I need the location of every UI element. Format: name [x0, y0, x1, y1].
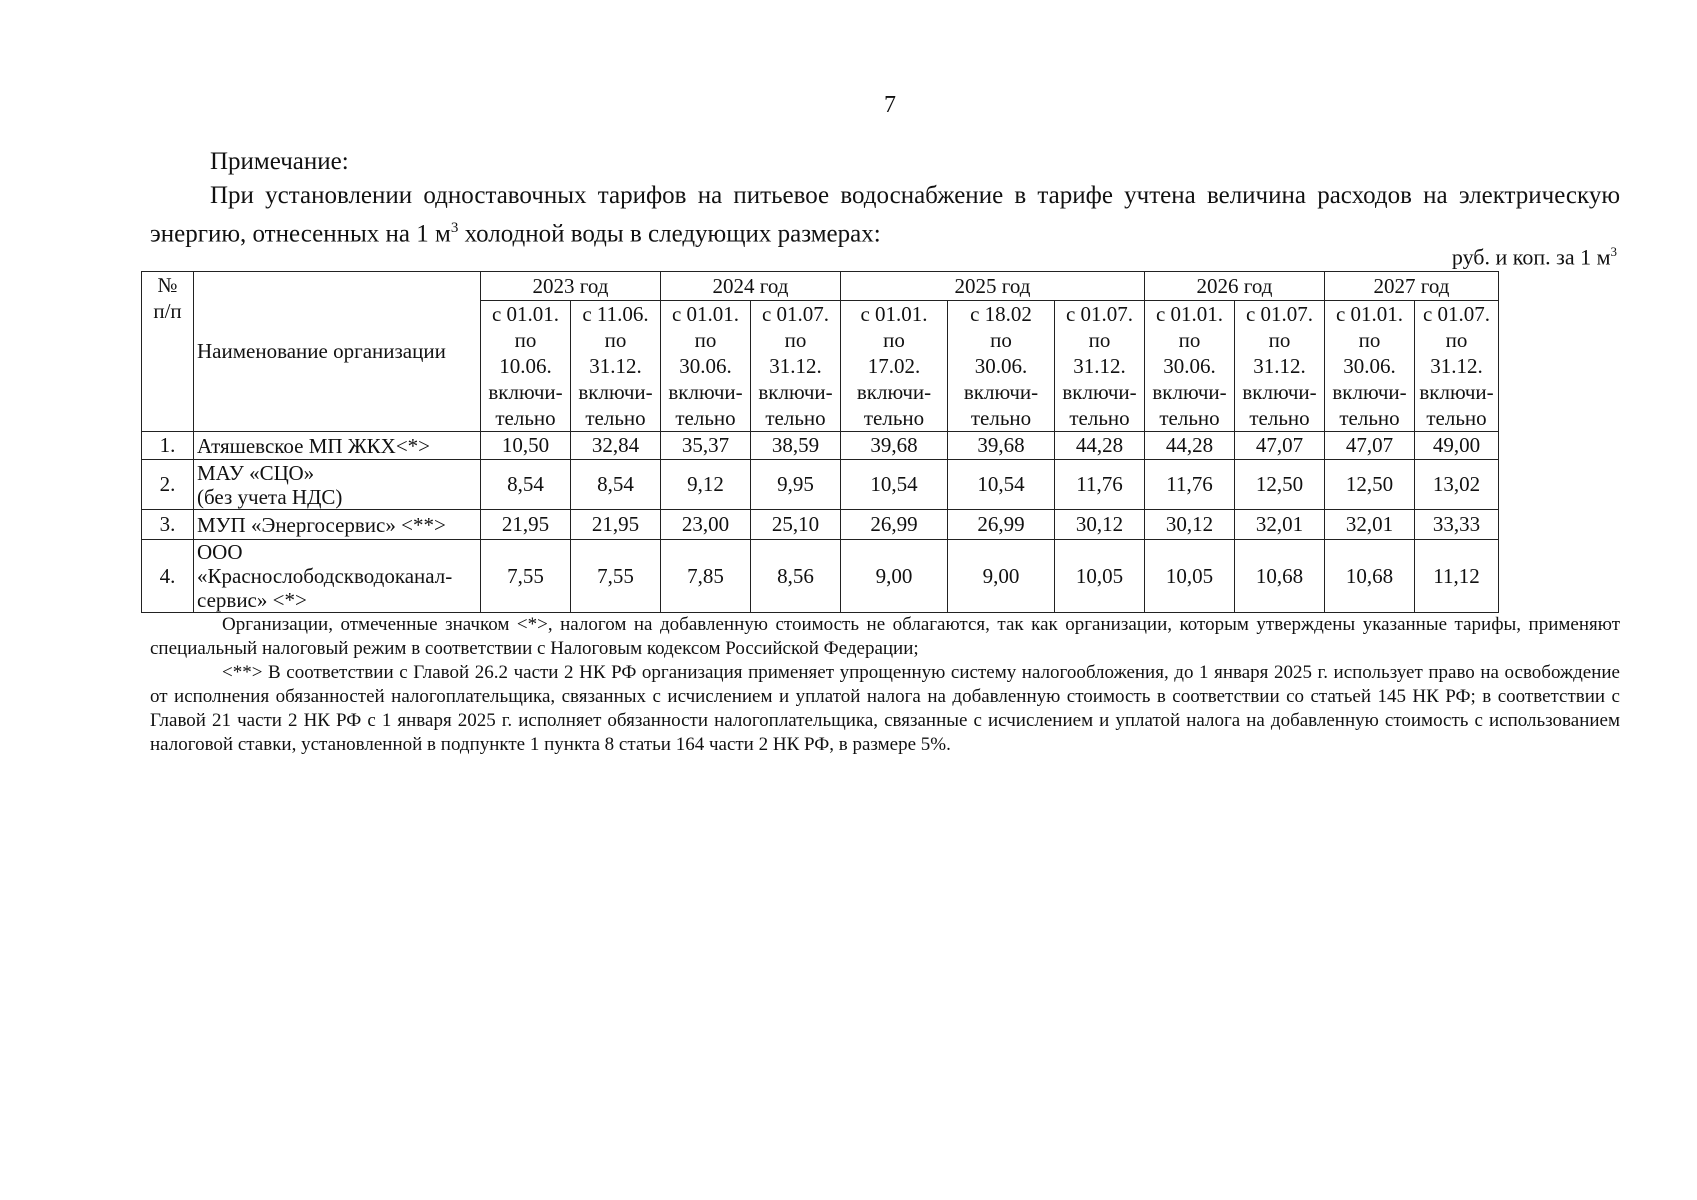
header-year-2025: 2025 год: [841, 272, 1145, 301]
tariff-value: 26,99: [841, 510, 948, 540]
header-period: [1325, 301, 1415, 432]
tariff-value: 11,76: [1145, 460, 1235, 510]
tariff-value: 10,68: [1235, 540, 1325, 613]
row-number: 3.: [142, 510, 194, 540]
header-period-line: включи-: [856, 380, 932, 404]
header-period-line: включи-: [963, 380, 1039, 404]
tariff-value: 32,01: [1325, 510, 1415, 540]
header-period-line: по: [1178, 328, 1201, 352]
tariff-value: 21,95: [571, 510, 661, 540]
tariff-value: 49,00: [1415, 432, 1499, 460]
header-period-line: включи-: [758, 380, 833, 404]
org-name: [194, 510, 481, 540]
footnote-simplified-tax: <**> В соответствии с Главой 26.2 части 2 НК РФ организация применяет упрощенную систему налогообложения, до 1 января 2025 г. использует право на освобождение от исполнения обязанностей налогоплательщика, связанных с исчислением и уплатой налога на добавленную стоимость в соответствии со статьей 145 НК РФ; в соответствии с Главой 21 части 2 НК РФ с 1 января 2025 г. исполняет обязанности налогоплательщика, связанные с исчислением и уплатой налога на добавленную стоимость с использованием налоговой ставки, установленной в подпункте 1 пункта 8 статьи 164 части 2 НК РФ, в размере 5%.: [150, 662, 1620, 755]
header-num-line: №: [157, 273, 178, 297]
table-row: [142, 460, 1499, 510]
unit-text: руб. и коп. за 1 м: [1451, 244, 1611, 270]
tariff-value: 10,50: [481, 432, 571, 460]
header-period-line: с 01.07.: [1245, 302, 1314, 326]
tariff-value: 32,84: [571, 432, 661, 460]
unit-superscript: 3: [1610, 244, 1617, 259]
org-name-line: (без учета НДС): [197, 484, 343, 509]
table-body: [142, 432, 1499, 613]
tariff-value: 7,85: [661, 540, 751, 613]
tariff-value: 12,50: [1235, 460, 1325, 510]
tariff-value: 47,07: [1325, 432, 1415, 460]
org-name-line: Атяшевское МП ЖКХ<*>: [197, 433, 431, 458]
header-period-line: тельно: [585, 406, 646, 430]
tariff-value: 12,50: [1325, 460, 1415, 510]
note-title: Примечание:: [210, 148, 349, 175]
header-period-line: по: [1358, 328, 1381, 352]
header-period: [481, 301, 571, 432]
footnotes: [150, 613, 1620, 757]
header-period-line: по: [604, 328, 627, 352]
tariff-value: 30,12: [1145, 510, 1235, 540]
org-name: [194, 460, 481, 510]
header-period-line: по: [990, 328, 1012, 352]
tariff-value: 10,05: [1055, 540, 1145, 613]
header-period-line: включи-: [1419, 380, 1494, 404]
header-period-line: с 01.07.: [1422, 302, 1491, 326]
row-number: 1.: [142, 432, 194, 460]
header-period: [571, 301, 661, 432]
tariff-value: 9,00: [948, 540, 1055, 613]
header-year-2027: 2027 год: [1325, 272, 1499, 301]
page-number: 7: [884, 92, 896, 118]
header-period-line: включи-: [578, 380, 653, 404]
tariff-value: 9,12: [661, 460, 751, 510]
header-period-line: с 01.01.: [491, 302, 560, 326]
header-period-line: по: [784, 328, 807, 352]
org-name-line: МУП «Энергосервис» <**>: [197, 512, 446, 537]
header-year-2024: 2024 год: [661, 272, 841, 301]
header-period-line: 30.06.: [679, 354, 732, 378]
header-period-line: тельно: [765, 406, 826, 430]
header-period-line: по: [514, 328, 537, 352]
header-period-line: с 01.07.: [1065, 302, 1134, 326]
header-period-line: тельно: [1339, 406, 1400, 430]
header-period-line: тельно: [1426, 406, 1487, 430]
header-period-line: тельно: [1159, 406, 1220, 430]
header-period-line: по: [1268, 328, 1291, 352]
header-period-line: тельно: [675, 406, 736, 430]
tariff-value: 35,37: [661, 432, 751, 460]
header-period-line: тельно: [863, 406, 925, 430]
header-period-line: включи-: [668, 380, 743, 404]
header-period-line: 31.12.: [589, 354, 642, 378]
tariff-value: 7,55: [481, 540, 571, 613]
tariff-value: 44,28: [1145, 432, 1235, 460]
header-year-2026: 2026 год: [1145, 272, 1325, 301]
header-period-line: с 11.06.: [582, 302, 649, 326]
tariff-value: 21,95: [481, 510, 571, 540]
tariff-value: 8,54: [571, 460, 661, 510]
header-num-line: п/п: [153, 299, 182, 323]
tariff-value: 9,95: [751, 460, 841, 510]
header-period-line: тельно: [495, 406, 556, 430]
header-period-line: с 01.01.: [671, 302, 740, 326]
header-period-line: по: [694, 328, 717, 352]
header-num: [142, 272, 194, 432]
header-period-line: тельно: [970, 406, 1032, 430]
note-superscript: 3: [450, 220, 459, 236]
footnote-vat-exempt: Организации, отмеченные значком <*>, налогом на добавленную стоимость не облагаются, так как организации, которым утверждены указанные тарифы, применяют специальный налоговый режим в соответствии с Налоговым кодексом Российской Федерации;: [150, 614, 1620, 659]
org-name-line: МАУ «СЦО»: [197, 460, 315, 485]
header-period-line: 31.12.: [1253, 354, 1306, 378]
header-year-2023: 2023 год: [481, 272, 661, 301]
tariff-value: 13,02: [1415, 460, 1499, 510]
table-row: [142, 540, 1499, 613]
header-period-line: 10.06.: [499, 354, 552, 378]
tariff-value: 7,55: [571, 540, 661, 613]
tariff-value: 39,68: [948, 432, 1055, 460]
header-period: [1415, 301, 1499, 432]
tariff-table: [141, 271, 1499, 613]
header-period: [948, 301, 1055, 432]
tariff-value: 11,76: [1055, 460, 1145, 510]
header-period-line: включи-: [1152, 380, 1227, 404]
row-number: 4.: [142, 540, 194, 613]
header-period: [1235, 301, 1325, 432]
header-period-line: с 01.01.: [1155, 302, 1224, 326]
tariff-value: 10,05: [1145, 540, 1235, 613]
header-period-line: с 01.01.: [860, 302, 928, 326]
header-period-line: включи-: [1062, 380, 1137, 404]
header-period-line: по: [1088, 328, 1111, 352]
tariff-value: 26,99: [948, 510, 1055, 540]
table-row: [142, 432, 1499, 460]
header-org-name: Наименование организации: [194, 272, 481, 432]
header-period-line: по: [1445, 328, 1468, 352]
header-period-line: с 01.01.: [1335, 302, 1404, 326]
tariff-value: 10,68: [1325, 540, 1415, 613]
header-period-line: по: [883, 328, 905, 352]
header-period-line: 30.06.: [1343, 354, 1396, 378]
note-text: [150, 180, 1620, 250]
org-name-line: «Краснослободскводоканал-: [197, 564, 453, 588]
tariff-value: 10,54: [841, 460, 948, 510]
org-name: [194, 540, 481, 613]
row-number: 2.: [142, 460, 194, 510]
header-period-line: тельно: [1249, 406, 1310, 430]
tariff-value: 25,10: [751, 510, 841, 540]
tariff-value: 8,54: [481, 460, 571, 510]
header-period-line: с 01.07.: [761, 302, 830, 326]
tariff-value: 33,33: [1415, 510, 1499, 540]
tariff-value: 44,28: [1055, 432, 1145, 460]
header-period-line: 17.02.: [867, 354, 921, 378]
header-period-line: с 18.02: [970, 302, 1032, 326]
tariff-value: 9,00: [841, 540, 948, 613]
tariff-value: 38,59: [751, 432, 841, 460]
header-period: [841, 301, 948, 432]
table-row: [142, 510, 1499, 540]
header-period: [661, 301, 751, 432]
tariff-value: 32,01: [1235, 510, 1325, 540]
header-period-line: тельно: [1069, 406, 1130, 430]
header-period-line: 31.12.: [769, 354, 822, 378]
header-period-line: включи-: [488, 380, 563, 404]
year-header-row: [142, 272, 1499, 301]
tariff-value: 23,00: [661, 510, 751, 540]
note-text-after: холодной воды в следующих размерах:: [458, 220, 881, 248]
header-period-line: 30.06.: [1163, 354, 1216, 378]
tariff-value: 47,07: [1235, 432, 1325, 460]
header-period-line: включи-: [1332, 380, 1407, 404]
org-name-line: сервис» <*>: [197, 588, 307, 612]
tariff-value: 39,68: [841, 432, 948, 460]
tariff-value: 8,56: [751, 540, 841, 613]
header-period: [1145, 301, 1235, 432]
org-name: [194, 432, 481, 460]
header-period-line: включи-: [1242, 380, 1317, 404]
header-period-line: 30.06.: [974, 354, 1028, 378]
tariff-value: 10,54: [948, 460, 1055, 510]
note-text-before: При установлении одноставочных тарифов на питьевое водоснабжение в тарифе учтена величина расходов на электрическую энергию, отнесенных на 1 м: [150, 182, 1620, 248]
header-period: [1055, 301, 1145, 432]
tariff-value: 30,12: [1055, 510, 1145, 540]
header-period: [751, 301, 841, 432]
tariff-value: 11,12: [1415, 540, 1499, 613]
unit-label: [1452, 244, 1617, 270]
header-period-line: 31.12.: [1073, 354, 1126, 378]
org-name-line: ООО: [197, 540, 243, 564]
header-period-line: 31.12.: [1430, 354, 1483, 378]
